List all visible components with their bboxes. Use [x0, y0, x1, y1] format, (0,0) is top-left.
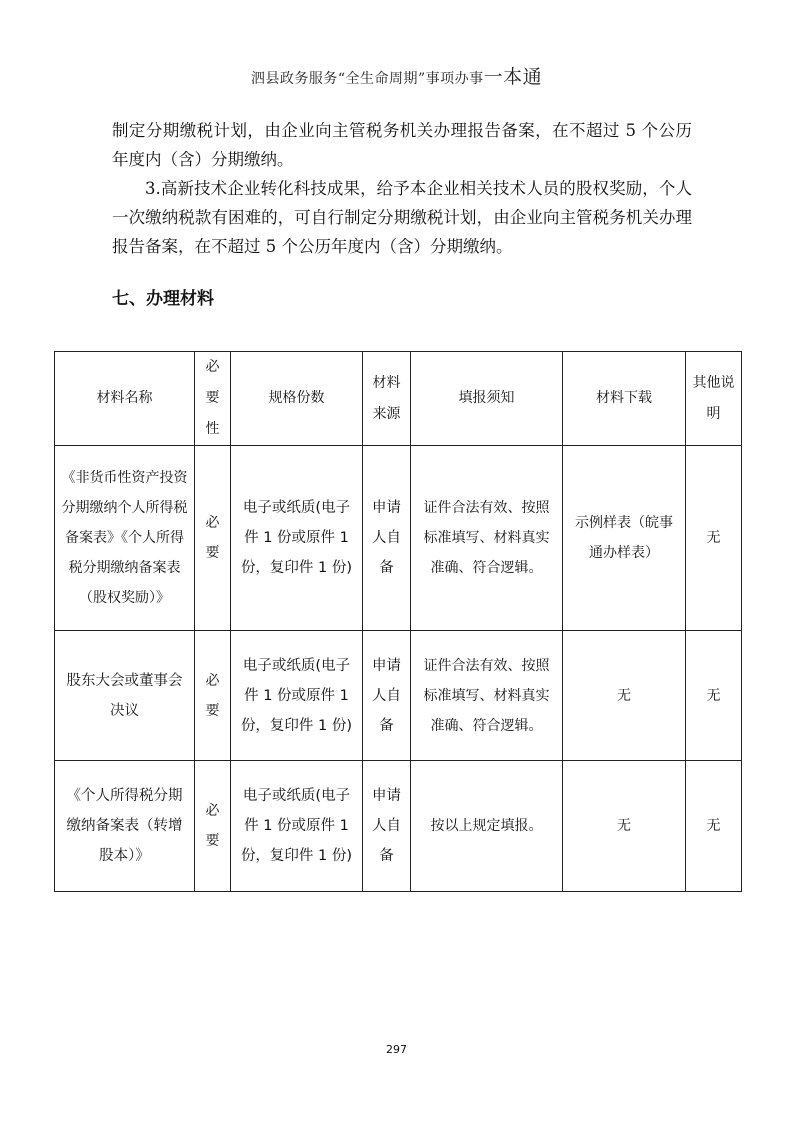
download-cell[interactable]: 示例样表（皖事通办样表） — [563, 446, 686, 631]
paragraph-continuation: 制定分期缴税计划，由企业向主管税务机关办理报告备案，在不超过 5 个公历年度内（含）分期缴纳。 — [112, 121, 692, 169]
other-cell: 无 — [686, 761, 742, 892]
necessity-cell: 必要 — [195, 446, 231, 631]
page-header — [0, 62, 793, 89]
body-text — [112, 116, 692, 261]
table-row — [55, 631, 742, 761]
header-cell-source: 材料来源 — [363, 352, 411, 446]
header-title: 泗县政务服务“全生命周期”事项办事 — [250, 71, 484, 87]
source-cell: 申请人自备 — [363, 446, 411, 631]
header-cell-notes: 填报须知 — [411, 352, 563, 446]
download-cell: 无 — [563, 761, 686, 892]
spec-cell: 电子或纸质(电子件 1 份或原件 1 份，复印件 1 份) — [231, 446, 363, 631]
other-cell: 无 — [686, 446, 742, 631]
other-cell: 无 — [686, 631, 742, 761]
source-cell: 申请人自备 — [363, 631, 411, 761]
header-cell-download: 材料下载 — [563, 352, 686, 446]
notes-cell: 证件合法有效、按照标准填写、材料真实准确、符合逻辑。 — [411, 446, 563, 631]
notes-cell: 证件合法有效、按照标准填写、材料真实准确、符合逻辑。 — [411, 631, 563, 761]
section-title: 七、办理材料 — [112, 289, 214, 309]
header-cell-name: 材料名称 — [55, 352, 195, 446]
materials-table — [54, 351, 742, 892]
spec-cell: 电子或纸质(电子件 1 份或原件 1 份，复印件 1 份) — [231, 761, 363, 892]
material-name-cell: 股东大会或董事会决议 — [55, 631, 195, 761]
header-cell-spec: 规格份数 — [231, 352, 363, 446]
table-row — [55, 761, 742, 892]
notes-cell: 按以上规定填报。 — [411, 761, 563, 892]
download-cell: 无 — [563, 631, 686, 761]
table-header-row — [55, 352, 742, 446]
header-cell-necessity: 必要性 — [195, 352, 231, 446]
source-cell: 申请人自备 — [363, 761, 411, 892]
spec-cell: 电子或纸质(电子件 1 份或原件 1 份，复印件 1 份) — [231, 631, 363, 761]
material-name-cell: 《个人所得税分期缴纳备案表（转增股本）》 — [55, 761, 195, 892]
header-title-emphasis: 一本通 — [483, 66, 543, 88]
header-cell-other: 其他说明 — [686, 352, 742, 446]
page-number: 297 — [386, 1043, 407, 1056]
table-row — [55, 446, 742, 631]
paragraph-item-3: 3.高新技术企业转化科技成果，给予本企业相关技术人员的股权奖励，个人一次缴纳税款有困难的，可自行制定分期缴税计划，由企业向主管税务机关办理报告备案，在不超过 5 个公历年度内（含）分期缴纳。 — [112, 179, 692, 256]
material-name-cell: 《非货币性资产投资分期缴纳个人所得税备案表》《个人所得税分期缴纳备案表（股权奖励）》 — [55, 446, 195, 631]
necessity-cell: 必要 — [195, 761, 231, 892]
necessity-cell: 必要 — [195, 631, 231, 761]
